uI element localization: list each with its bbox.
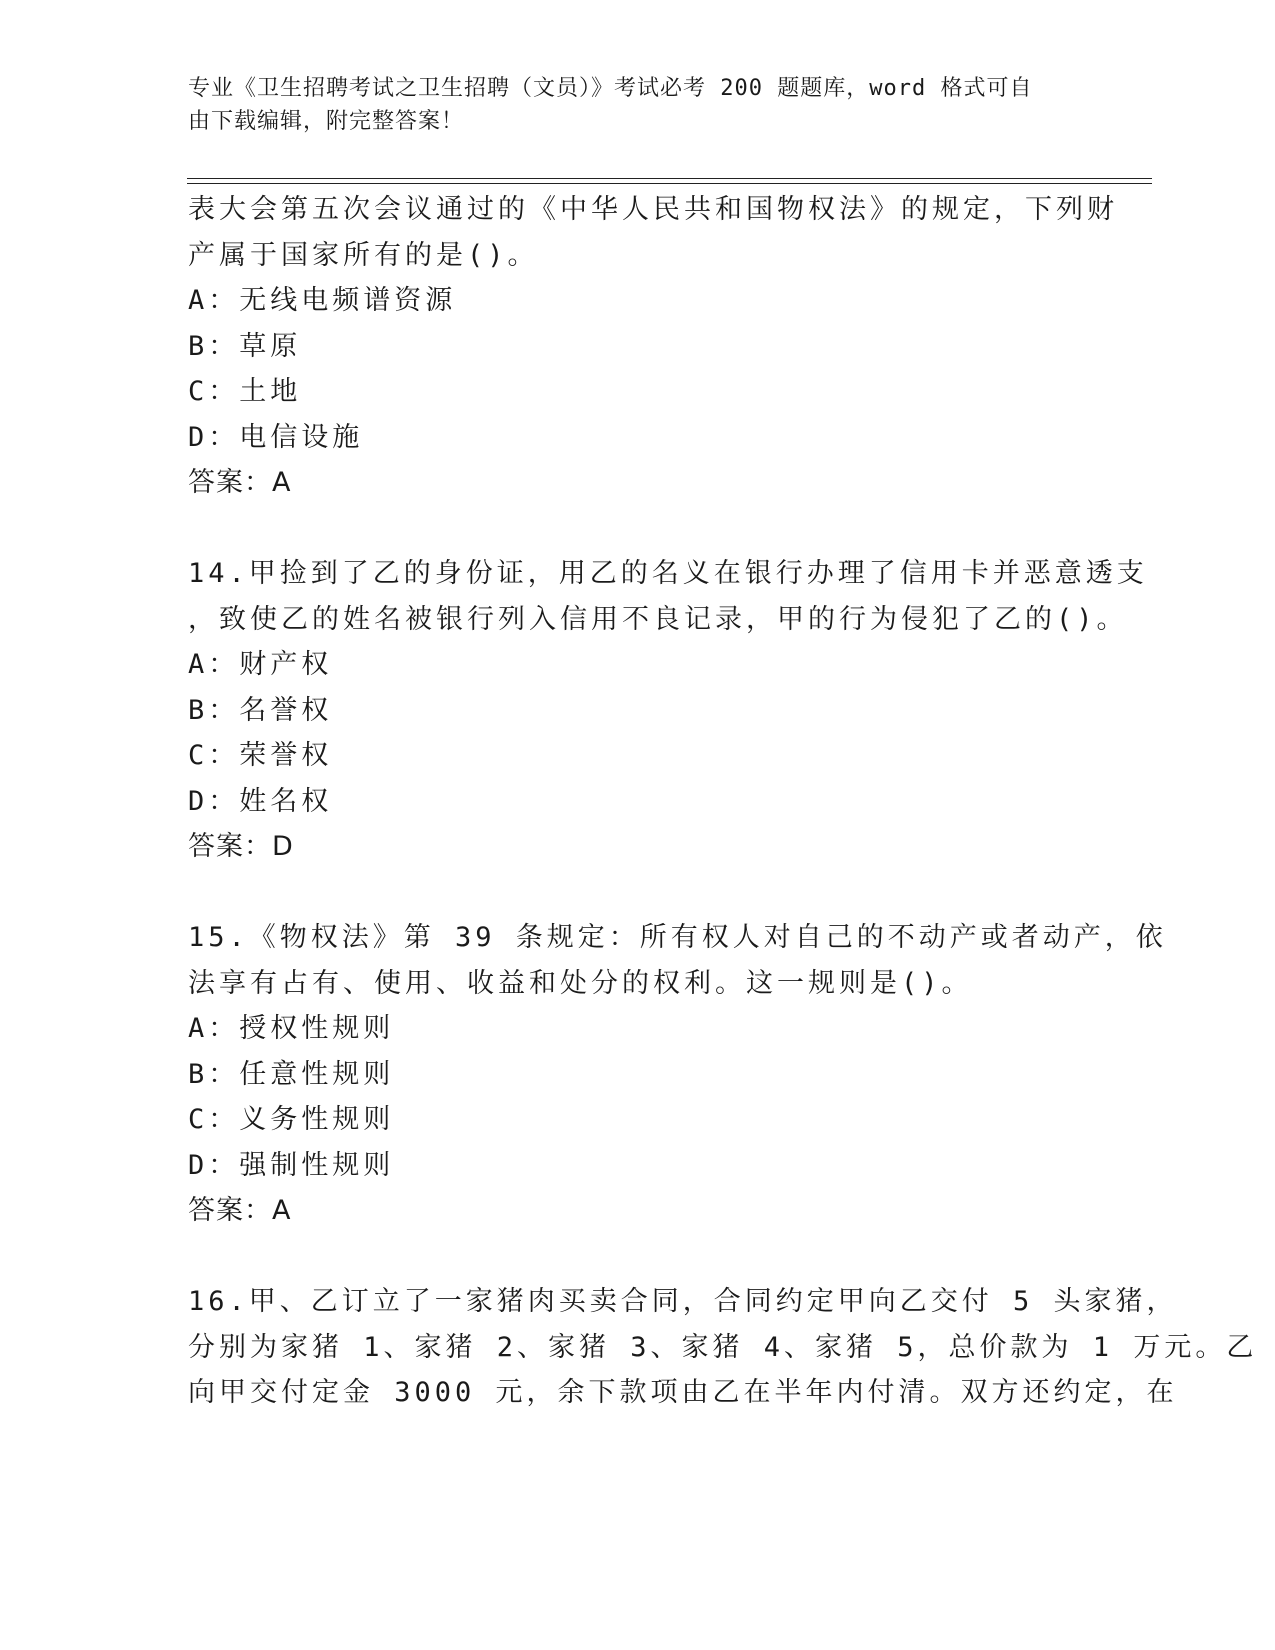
question-stem-line: 14.甲捡到了乙的身份证，用乙的名义在银行办理了信用卡并恶意透支 <box>188 558 1148 589</box>
question-list <box>188 187 1258 1416</box>
header-line-2: 由下载编辑，附完整答案！ <box>188 109 465 134</box>
question-stem-line: 分别为家猪 1、家猪 2、家猪 3、家猪 4、家猪 5，总价款为 1 万元。乙 <box>188 1331 1258 1363</box>
option-d: D：姓名权 <box>188 785 333 817</box>
answer-line: 答案：D <box>188 831 294 862</box>
question-spacer <box>188 506 1088 552</box>
question-stem-line: 向甲交付定金 3000 元，余下款项由乙在半年内付清。双方还约定，在 <box>188 1377 1178 1408</box>
answer-line: 答案：A <box>188 467 292 498</box>
option-b: B：草原 <box>188 330 302 362</box>
question-stem-line: 产属于国家所有的是()。 <box>188 239 539 271</box>
question-13 <box>188 187 1118 506</box>
question-stem-line: 表大会第五次会议通过的《中华人民共和国物权法》的规定，下列财 <box>188 194 1118 225</box>
header-divider-top <box>187 178 1152 179</box>
option-d: D：强制性规则 <box>188 1149 395 1181</box>
option-a: A：财产权 <box>188 649 333 680</box>
question-stem-line: 15.《物权法》第 39 条规定：所有权人对自己的不动产或者动产，依 <box>188 922 1167 953</box>
question-stem-line: 法享有占有、使用、收益和处分的权利。这一规则是()。 <box>188 967 973 999</box>
question-16 <box>188 1279 1258 1416</box>
question-spacer <box>188 870 1088 916</box>
question-14 <box>188 551 1148 870</box>
answer-line: 答案：A <box>188 1195 292 1226</box>
question-stem-line: ，致使乙的姓名被银行列入信用不良记录，甲的行为侵犯了乙的()。 <box>188 603 1128 635</box>
header-line-1: 专业《卫生招聘考试之卫生招聘（文员）》考试必考 200 题题库，word 格式可自 <box>188 76 1033 101</box>
question-stem-line: 16.甲、乙订立了一家猪肉买卖合同，合同约定甲向乙交付 5 头家猪， <box>188 1286 1178 1317</box>
option-b: B：名誉权 <box>188 694 333 726</box>
header-divider-bottom <box>187 183 1152 184</box>
option-c: C：荣誉权 <box>188 740 333 771</box>
document-header <box>188 72 1068 138</box>
option-a: A：授权性规则 <box>188 1013 395 1044</box>
option-d: D：电信设施 <box>188 421 364 453</box>
question-spacer <box>188 1234 1088 1280</box>
option-b: B：任意性规则 <box>188 1058 395 1090</box>
option-c: C：土地 <box>188 376 302 407</box>
option-a: A：无线电频谱资源 <box>188 285 457 316</box>
question-15 <box>188 915 1167 1234</box>
option-c: C：义务性规则 <box>188 1104 395 1135</box>
